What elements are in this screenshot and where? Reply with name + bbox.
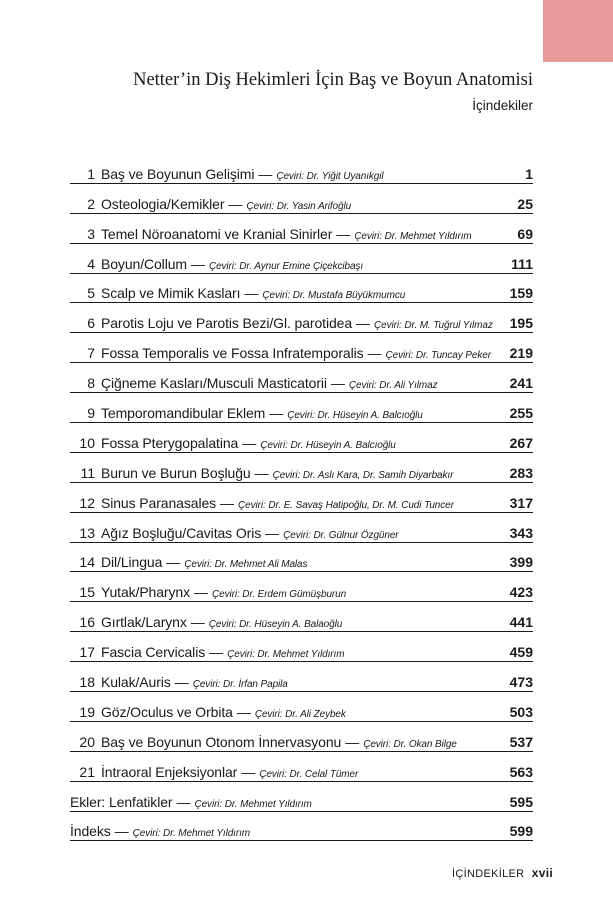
chapter-number: 18 <box>79 674 95 691</box>
chapter-number: 2 <box>87 195 95 212</box>
chapter-number: 10 <box>79 434 95 451</box>
title-dash: — <box>220 494 235 511</box>
toc-entry-8[interactable] <box>70 363 533 393</box>
toc-entry-10[interactable] <box>70 423 533 453</box>
chapter-number: 16 <box>79 614 95 631</box>
page-number: 595 <box>509 793 533 810</box>
footer-label: İÇİNDEKİLER <box>452 868 525 880</box>
title-dash: — <box>356 315 371 332</box>
chapter-title: Yutak/Pharynx <box>101 584 190 601</box>
title-dash: — <box>269 405 284 422</box>
page-number: 599 <box>509 823 533 840</box>
toc-entry-9[interactable] <box>70 393 533 423</box>
chapter-number: 17 <box>79 644 95 661</box>
title-dash: — <box>258 165 273 182</box>
translator-credit: Çeviri: Dr. Hüseyin A. Balcıoğlu <box>260 439 396 451</box>
toc-entry-17[interactable] <box>70 632 533 662</box>
toc-entry-2[interactable] <box>70 184 533 214</box>
translator-credit: Çeviri: Dr. Mustafa Büyükmumcu <box>262 290 406 302</box>
chapter-title: Gırtlak/Larynx <box>101 614 187 631</box>
title-dash: — <box>166 554 181 571</box>
title-dash: — <box>209 644 224 661</box>
translator-credit: Çeviri: Dr. Okan Bilge <box>363 738 457 750</box>
title-dash: — <box>190 614 205 631</box>
title-dash: — <box>114 823 129 840</box>
toc-entry-4[interactable] <box>70 244 533 274</box>
chapter-title: İndeks <box>70 823 111 840</box>
chapter-title: İntraoral Enjeksiyonlar <box>101 763 238 780</box>
chapter-title: Kulak/Auris <box>101 674 171 691</box>
page-number: 69 <box>517 225 533 242</box>
page-number: 241 <box>509 375 533 392</box>
page-number: 441 <box>509 614 533 631</box>
title-dash: — <box>193 584 208 601</box>
chapter-number: 1 <box>87 165 95 182</box>
translator-credit: Çeviri: Dr. M. Tuğrul Yılmaz <box>374 320 493 332</box>
translator-credit: Çeviri: Dr. Ali Yılmaz <box>348 380 438 392</box>
toc-entry-20[interactable] <box>70 722 533 752</box>
translator-credit: Çeviri: Dr. Mehmet Yıldırım <box>227 649 345 661</box>
toc-entry-7[interactable] <box>70 333 533 363</box>
page-number: 423 <box>509 584 533 601</box>
title-dash: — <box>345 733 360 750</box>
chapter-number: 12 <box>79 494 95 511</box>
toc-entry-14[interactable] <box>70 543 533 573</box>
page-number: 473 <box>509 674 533 691</box>
title-dash: — <box>174 674 189 691</box>
chapter-number: 21 <box>79 763 95 780</box>
toc-entry-16[interactable] <box>70 602 533 632</box>
title-dash: — <box>176 793 191 810</box>
page-number: 111 <box>511 255 533 272</box>
chapter-number: 3 <box>87 225 95 242</box>
page-number: 159 <box>509 285 533 302</box>
chapter-title: Osteologia/Kemikler <box>101 195 225 212</box>
book-title: Netter’in Diş Hekimleri İçin Baş ve Boyun Anatomisi <box>133 70 533 90</box>
toc-entry-21[interactable] <box>70 752 533 782</box>
chapter-number: 14 <box>79 554 95 571</box>
toc-entry-18[interactable] <box>70 662 533 692</box>
translator-credit: Çeviri: Dr. Aynur Emine Çiçekcibaşı <box>208 260 363 272</box>
page-number: 195 <box>509 315 533 332</box>
page-number: 537 <box>509 733 533 750</box>
chapter-title: Temel Nöroanatomi ve Kranial Sinirler <box>101 225 333 242</box>
toc-entry-1[interactable] <box>70 154 533 184</box>
translator-credit: Çeviri: Dr. Gülnur Özgüner <box>283 529 399 541</box>
page-number: 255 <box>509 405 533 422</box>
title-dash: — <box>367 345 382 362</box>
chapter-number: 15 <box>79 584 95 601</box>
page-number: 317 <box>509 494 533 511</box>
chapter-title: Fossa Temporalis ve Fossa Infratemporalis <box>101 345 364 362</box>
translator-credit: Çeviri: Dr. Hüseyin A. Balcıoğlu <box>287 410 423 422</box>
translator-credit: Çeviri: Dr. Mehmet Yıldırım <box>132 828 250 840</box>
toc-entry-6[interactable] <box>70 303 533 333</box>
toc-entry-3[interactable] <box>70 214 533 244</box>
corner-color-tab <box>543 0 613 62</box>
chapter-title: Temporomandibular Eklem <box>101 405 266 422</box>
chapter-number: 9 <box>87 405 95 422</box>
chapter-number: 13 <box>79 524 95 541</box>
translator-credit: Çeviri: Dr. Aslı Kara, Dr. Samih Diyarbakır <box>272 469 454 481</box>
chapter-title: Scalp ve Mimik Kasları <box>101 285 241 302</box>
title-dash: — <box>330 375 345 392</box>
translator-credit: Çeviri: Dr. Mehmet Yıldırım <box>354 230 472 242</box>
chapter-number: 11 <box>80 464 95 481</box>
page-number: 1 <box>525 165 533 182</box>
chapter-title: Boyun/Collum <box>101 255 187 272</box>
page-number: 343 <box>509 524 533 541</box>
chapter-title: Baş ve Boyunun Gelişimi <box>101 165 255 182</box>
translator-credit: Çeviri: Dr. Hüseyin A. Balaoğlu <box>208 619 343 631</box>
chapter-title: Göz/Oculus ve Orbita <box>101 703 233 720</box>
title-dash: — <box>241 763 256 780</box>
chapter-number: 19 <box>79 703 95 720</box>
toc-entry-11[interactable] <box>70 453 533 483</box>
toc-entry-13[interactable] <box>70 513 533 543</box>
page-number: 25 <box>517 195 533 212</box>
translator-credit: Çeviri: Dr. Tuncay Peker <box>385 350 491 362</box>
chapter-title: Fossa Pterygopalatina <box>101 434 239 451</box>
chapter-title: Çiğneme Kasları/Musculi Masticatorii <box>101 375 327 392</box>
chapter-title: Burun ve Burun Boşluğu <box>101 464 251 481</box>
chapter-number: 4 <box>87 255 95 272</box>
section-title: İçindekiler <box>472 98 533 113</box>
chapter-title: Fascia Cervicalis <box>101 644 206 661</box>
page-number: 267 <box>509 434 533 451</box>
translator-credit: Çeviri: Dr. Yiğit Uyanıkgil <box>276 170 384 182</box>
page-number: 503 <box>509 703 533 720</box>
title-dash: — <box>236 703 251 720</box>
title-dash: — <box>336 225 351 242</box>
toc-entry-12[interactable] <box>70 483 533 513</box>
title-dash: — <box>265 524 280 541</box>
chapter-title: Sinus Paranasales <box>101 494 217 511</box>
chapter-title: Baş ve Boyunun Otonom İnnervasyonu <box>101 733 342 750</box>
page-number: 283 <box>509 464 533 481</box>
chapter-number: 7 <box>87 345 95 362</box>
chapter-number: 8 <box>87 375 95 392</box>
page-number: 219 <box>509 345 533 362</box>
chapter-number: 6 <box>87 315 95 332</box>
chapter-number: 5 <box>87 285 95 302</box>
chapter-number: 20 <box>79 733 95 750</box>
title-dash: — <box>190 255 205 272</box>
chapter-title: Ağız Boşluğu/Cavitas Oris <box>101 524 262 541</box>
chapter-title: Ekler: Lenfatikler <box>70 793 173 810</box>
toc-entry-appendix[interactable] <box>70 782 533 812</box>
translator-credit: Çeviri: Dr. Erdem Gümüşburun <box>211 589 347 601</box>
page-number: 459 <box>509 644 533 661</box>
translator-credit: Çeviri: Dr. Mehmet Ali Malas <box>184 559 308 571</box>
toc-entry-index[interactable] <box>70 812 533 842</box>
title-dash: — <box>254 464 269 481</box>
title-dash: — <box>244 285 259 302</box>
toc-entry-5[interactable] <box>70 274 533 304</box>
chapter-title: Dil/Lingua <box>101 554 163 571</box>
page-number: 563 <box>509 763 533 780</box>
translator-credit: Çeviri: Dr. Mehmet Yıldırım <box>194 798 312 810</box>
toc-entry-15[interactable] <box>70 572 533 602</box>
toc-entry-19[interactable] <box>70 692 533 722</box>
translator-credit: Çeviri: Dr. Yasin Arifoğlu <box>246 200 352 212</box>
table-of-contents <box>70 154 533 841</box>
page-footer <box>452 866 553 880</box>
title-dash: — <box>228 195 243 212</box>
translator-credit: Çeviri: Dr. Celal Tümer <box>259 768 359 780</box>
folio-number: xvii <box>531 866 553 880</box>
translator-credit: Çeviri: Dr. İrfan Papila <box>192 679 288 691</box>
translator-credit: Çeviri: Dr. Ali Zeybek <box>254 708 346 720</box>
page-number: 399 <box>509 554 533 571</box>
title-dash: — <box>242 434 257 451</box>
translator-credit: Çeviri: Dr. E. Savaş Hatipoğlu, Dr. M. Cudi Tuncer <box>238 499 454 511</box>
chapter-title: Parotis Loju ve Parotis Bezi/Gl. parotidea <box>101 315 353 332</box>
